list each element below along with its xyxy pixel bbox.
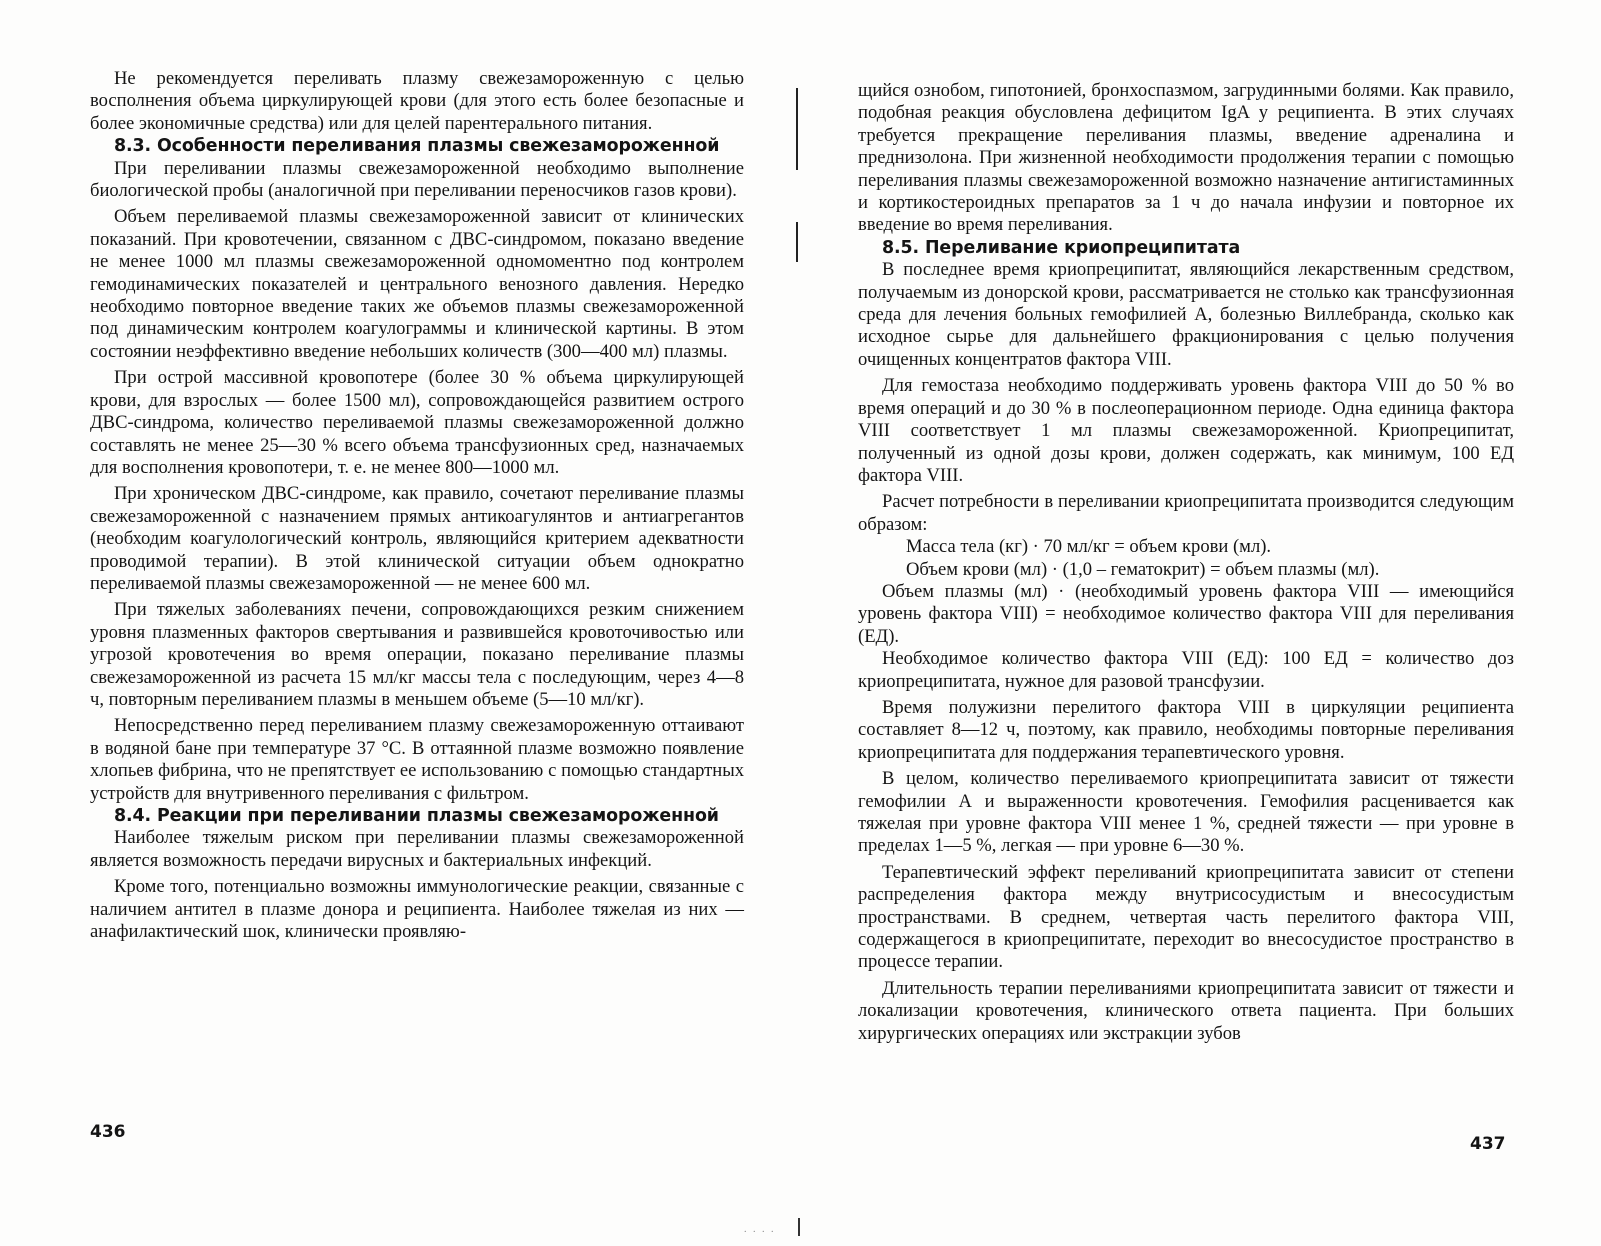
right-page	[858, 80, 1514, 1045]
paragraph: Кроме того, потенциально возможны иммунологические реакции, связанные с наличием антител в плазме донора и реципиента. Наиболее тяжелая из них — анафилактический шок, клинически проявляю-	[90, 876, 744, 943]
paragraph: Расчет потребности в переливании криопреципитата производится следующим образом:	[858, 491, 1514, 535]
paragraph: При переливании плазмы свежезамороженной необходимо выполнение биологической пробы (аналогичной при переливании переносчиков газов крови).	[90, 157, 744, 202]
paragraph: Для гемостаза необходимо поддерживать уровень фактора VIII до 50 % во время операций и до 30 % в послеоперационном периоде. Одна единица фактора VIII соответствует 1 мл плазмы свежезамороженной. Криопреципитат, полученный из одной дозы крови, должен содержать, как минимум, 100 ЕД фактора VIII.	[858, 375, 1514, 486]
paragraph: Время полужизни перелитого фактора VIII в циркуляции реципиента составляет 8—12 ч, поэтому, как правило, необходимы повторные переливания криопреципитата для поддержания терапевтического уровня.	[858, 696, 1514, 763]
paragraph: При острой массивной кровопотере (более 30 % объема циркулирующей крови, для взрослых — более 1500 мл), сопровождающейся развитием острого ДВС-синдрома, количество переливаемой плазмы свежезамороженной должно составлять не менее 25—30 % всего объема трансфузионных сред, назначаемых для восполнения кровопотери, т. е. не менее 800—1000 мл.	[90, 367, 744, 478]
paragraph: В целом, количество переливаемого криопреципитата зависит от тяжести гемофилии А и выраженности кровотечения. Гемофилия расценивается как тяжелая при уровне фактора VIII менее 1 %, средней тяжести — при уровне в пределах 1—5 %, легкая — при уровне 6—30 %.	[858, 768, 1514, 857]
section-heading-8-5: 8.5. Переливание криопреципитата	[882, 237, 1241, 258]
formula-line: Необходимое количество фактора VIII (ЕД): 100 ЕД = количество доз криопреципитата, нужное для разовой трансфузии.	[858, 648, 1514, 692]
paragraph: Наиболее тяжелым риском при переливании плазмы свежезамороженной является возможность передачи вирусных и бактериальных инфекций.	[90, 827, 744, 871]
paragraph: При хроническом ДВС-синдроме, как правило, сочетают переливание плазмы свежезамороженной с назначением прямых антикоагулянтов и антиагрегантов (необходим коагулологический контроль, являющийся критерием адекватности проводимой терапии). В этой клинической ситуации объем однократно переливаемой плазмы свежезамороженной — не менее 600 мл.	[90, 483, 744, 594]
formula-line: Объем плазмы (мл) · (необходимый уровень фактора VIII — имеющийся уровень фактора VIII) = необходимое количество фактора VIII для переливания (ЕД).	[858, 580, 1514, 647]
paragraph: Длительность терапии переливаниями криопреципитата зависит от тяжести и локализации кровотечения, клинического ответа пациента. При больших хирургических операциях или экстракции зубов	[858, 977, 1514, 1044]
left-page	[90, 68, 744, 943]
paragraph: Объем переливаемой плазмы свежезамороженной зависит от клинических показаний. При кровотечении, связанном с ДВС-синдромом, показано введение не менее 1000 мл плазмы свежезамороженной одномоментно под контролем гемодинамических показателей и центрального венозного давления. Нередко необходимо повторное введение таких же объемов плазмы свежезамороженной под динамическим контролем коагулограммы и клинической картины. В этом состоянии неэффективно введение небольших количеств (300—400 мл) плазмы.	[90, 206, 744, 362]
formula-line: Объем крови (мл) · (1,0 – гематокрит) = объем плазмы (мл).	[906, 558, 1380, 580]
paragraph: При тяжелых заболеваниях печени, сопровождающихся резким снижением уровня плазменных факторов свертывания и развившейся кровоточивостью или угрозой кровотечения во время операции, показано переливание плазмы свежезамороженной из расчета 15 мл/кг массы тела с последующим, через 4—8 ч, повторным переливанием плазмы в меньшем объеме (5—10 мл/кг).	[90, 599, 744, 710]
paragraph: В последнее время криопреципитат, являющийся лекарственным средством, получаемым из донорской крови, рассматривается не столько как трансфузионная среда для лечения больных гемофилией А, болезнью Виллебранда, сколько как исходное сырье для дальнейшего фракционирования с целью получения очищенных концентратов фактора VIII.	[858, 259, 1514, 370]
paragraph: Терапевтический эффект переливаний криопреципитата зависит от степени распределения фактора между внутрисосудистым и внесосудистым пространствами. В среднем, четвертая часть перелитого фактора VIII, содержащегося в криопреципитате, переходит во внесосудистое пространство в процессе терапии.	[858, 861, 1514, 973]
section-heading-8-4: 8.4. Реакции при переливании плазмы свежезамороженной	[114, 806, 719, 826]
paragraph: щийся ознобом, гипотонией, бронхоспазмом, загрудинными болями. Как правило, подобная реакция обусловлена дефицитом IgA у реципиента. В этих случаях требуется прекращение переливания плазмы, введение адреналина и преднизолона. При жизненной необходимости продолжения терапии с помощью переливания плазмы свежезамороженной возможно назначение антигистаминных и кортикостероидных препаратов за 1 ч до начала инфузии и повторное их введение во время переливания.	[858, 80, 1514, 236]
formula-line: Масса тела (кг) · 70 мл/кг = объем крови (мл).	[906, 536, 1272, 558]
page-number-left: 436	[90, 1122, 126, 1142]
binding-dots: . . . .	[744, 1224, 776, 1235]
page-number-right: 437	[1470, 1134, 1506, 1154]
section-heading-8-3: 8.3. Особенности переливания плазмы свежезамороженной	[114, 136, 720, 157]
paragraph: Не рекомендуется переливать плазму свежезамороженную с целью восполнения объема циркулирующей крови (для этого есть более безопасные и более экономичные средства) или для целей парентерального питания.	[90, 68, 744, 134]
binding-mark	[798, 1218, 800, 1236]
gutter-line	[796, 222, 798, 262]
gutter-line	[796, 88, 798, 170]
paragraph: Непосредственно перед переливанием плазму свежезамороженную оттаивают в водяной бане при температуре 37 °С. В оттаянной плазме возможно появление хлопьев фибрина, что не препятствует ее использованию с помощью стандартных устройств для внутривенного переливания с фильтром.	[90, 715, 744, 804]
